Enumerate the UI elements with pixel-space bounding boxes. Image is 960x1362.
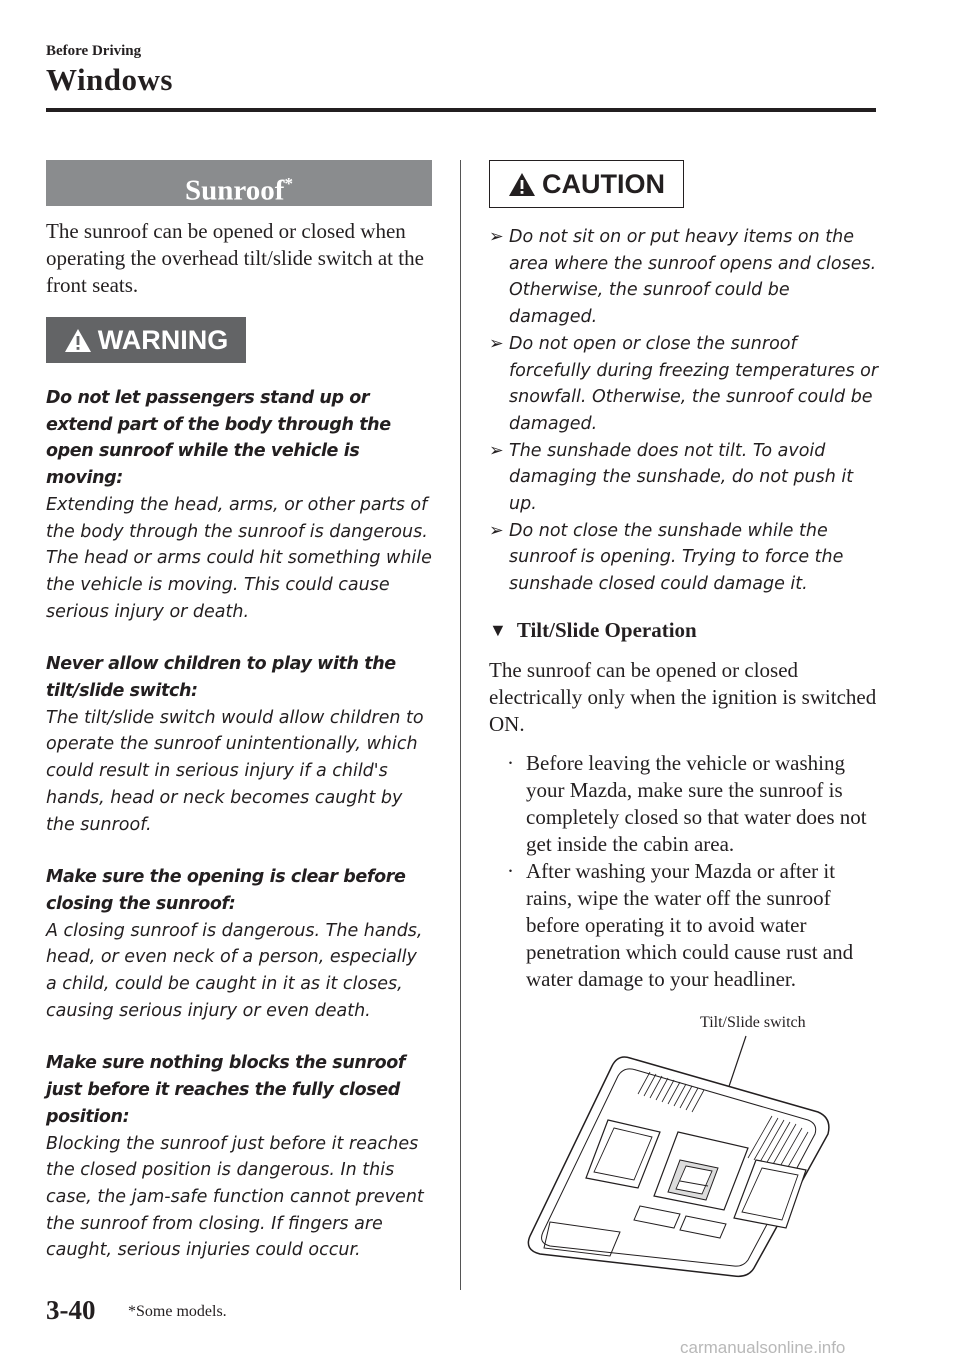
section-label: Before Driving (46, 43, 142, 59)
caution-label: CAUTION (542, 168, 665, 199)
bullet-text: Before leaving the vehicle or washing your Mazda, make sure the sunroof is completely closed so that water does not get inside the cabin area. (526, 750, 867, 856)
warning-label-box (46, 317, 246, 363)
down-triangle-icon: ▼ (489, 619, 507, 640)
warning-item-body: Extending the head, arms, or other parts of the body through the sunroof is dangerous. The head or arms could hit something while the vehicle is moving. This could cause serious injury or death. (46, 494, 432, 622)
section-heading (46, 160, 432, 206)
bullet-list (489, 750, 881, 993)
page-title: Windows (46, 62, 173, 97)
column-divider (460, 160, 461, 1290)
caution-item-text: The sunshade does not tilt. To avoid damaging the sunshade, do not push it up. (509, 440, 854, 515)
caution-item-text: Do not open or close the sunroof forcefully during freezing temperatures or snowfall. Otherwise, the sunroof could be damaged. (509, 333, 879, 434)
caution-triangle-icon (508, 172, 536, 197)
warning-item (46, 651, 432, 838)
bullet-dot-icon: · (507, 750, 514, 775)
footnote: *Some models. (128, 1303, 227, 1320)
arrow-right-icon: ➢ (489, 520, 504, 541)
caution-item-text: Do not sit on or put heavy items on the area where the sunroof opens and closes. Otherwise, the sunroof could be damaged. (509, 227, 877, 328)
watermark: carmanualsonline.info (680, 1338, 846, 1357)
subsection-paragraph: The sunroof can be opened or closed electrically only when the ignition is switched ON. (489, 657, 877, 736)
warning-label: WARNING (97, 324, 229, 355)
figure-callout-label: Tilt/Slide switch (700, 1014, 806, 1031)
caution-item (489, 438, 881, 518)
arrow-right-icon: ➢ (489, 227, 504, 247)
caution-list (489, 224, 881, 598)
heading-marker: * (284, 174, 293, 193)
subsection-heading (489, 618, 881, 643)
warning-item-heading: Do not let passengers stand up or extend part of the body through the open sunroof while the vehicle is moving: (46, 388, 391, 489)
caution-label-box (489, 160, 684, 208)
warning-item-heading: Never allow children to play with the tilt/slide switch: (46, 654, 396, 702)
bullet-item (507, 858, 881, 993)
subsection-title: Tilt/Slide Operation (516, 617, 697, 642)
left-column (46, 160, 432, 1290)
bullet-text: After washing your Mazda or after it rains, wipe the water off the sunroof before operating it to avoid water penetration which could cause rust and water damage to your headliner. (526, 858, 854, 991)
caution-item (489, 518, 881, 598)
overhead-console-illustration (510, 1010, 870, 1280)
title-rule (46, 108, 876, 112)
bullet-dot-icon: · (507, 858, 514, 883)
right-column (489, 160, 881, 993)
warning-item (46, 864, 432, 1024)
arrow-right-icon: ➢ (489, 333, 504, 354)
tilt-slide-switch-figure (510, 1010, 870, 1280)
caution-item (489, 224, 881, 331)
intro-paragraph: The sunroof can be opened or closed when operating the overhead tilt/slide switch at the front seats. (46, 219, 424, 297)
warning-item-body: Blocking the sunroof just before it reaches the closed position is dangerous. In this case, the jam-safe function cannot prevent the sunroof from closing. If fingers are caught, serious injuries could occur. (46, 1133, 424, 1261)
caution-item (489, 331, 881, 438)
caution-item-text: Do not close the sunshade while the sunroof is opening. Trying to force the sunshade closed could damage it. (509, 520, 844, 595)
warning-item (46, 1050, 432, 1264)
warning-item-body: A closing sunroof is dangerous. The hands, head, or even neck of a person, especially a child, could be caught in it as it closes, causing serious injury or even death. (46, 920, 423, 1021)
warning-item-heading: Make sure nothing blocks the sunroof just before it reaches the fully closed position: (46, 1053, 406, 1127)
warning-item-body: The tilt/slide switch would allow children to operate the sunroof unintentionally, which could result in serious injury if a child's hands, head or neck becomes caught by the sunroof. (46, 707, 424, 835)
bullet-item (507, 750, 881, 858)
warning-triangle-icon (64, 328, 92, 353)
warning-list (46, 385, 432, 1264)
arrow-right-icon: ➢ (489, 440, 504, 461)
page-number: 3-40 (46, 1295, 96, 1325)
warning-item (46, 385, 432, 625)
warning-item-heading: Make sure the opening is clear before closing the sunroof: (46, 867, 406, 914)
heading-text: Sunroof (185, 174, 285, 207)
